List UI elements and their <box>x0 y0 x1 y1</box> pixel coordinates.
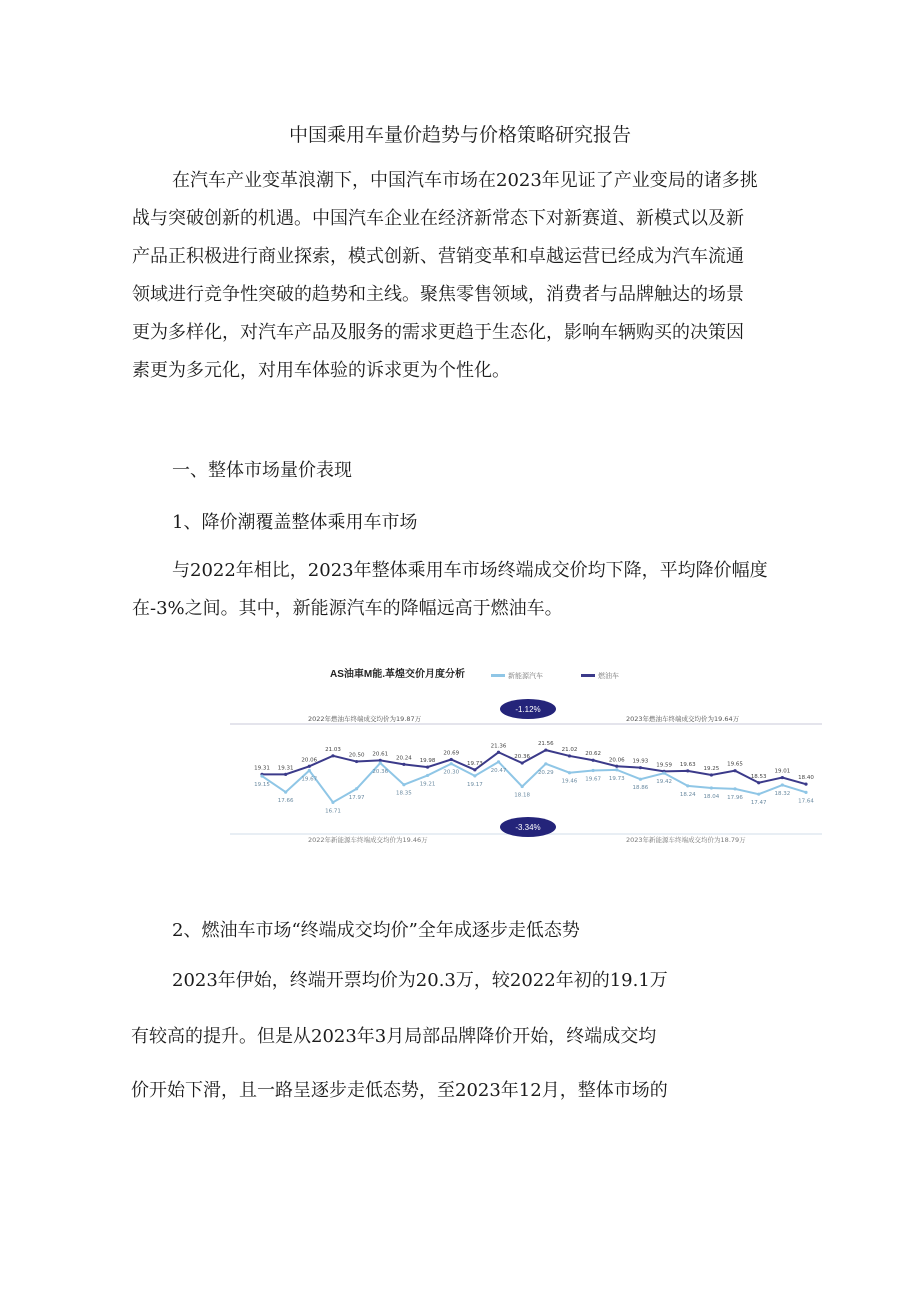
ice-data-label: 20.50 <box>348 752 365 759</box>
ice-data-label: 21.56 <box>537 741 554 748</box>
ice-data-point <box>284 773 287 776</box>
nev-data-label: 20.47 <box>490 767 507 774</box>
nev-data-point <box>592 769 595 772</box>
page-title: 中国乘用车量价趋势与价格策略研究报告 <box>288 124 631 146</box>
nev-data-label: 19.73 <box>608 775 625 782</box>
ice-data-point <box>402 763 405 766</box>
nev-data-point <box>497 760 500 763</box>
nev-data-point <box>308 769 311 772</box>
ice-data-label: 21.36 <box>490 743 507 750</box>
chart-title: AS油車M能.革煌交价月度分析 <box>330 669 465 680</box>
legend-swatch-ice <box>581 674 595 677</box>
ice-data-label: 20.06 <box>608 757 625 764</box>
nev-2022-annotation: 2022年新能源车终端成交均价为19.46万 <box>308 836 428 844</box>
intro-line: 在汽车产业变革浪潮下，中国汽车市场在2023年见证了产业变局的诸多挑 <box>172 170 758 191</box>
ice-2023-annotation: 2023年燃油车终端成交均价为19.64万 <box>626 715 740 723</box>
ice-data-label: 19.98 <box>419 758 436 765</box>
ice-data-point <box>544 749 547 752</box>
legend-swatch-nev <box>491 674 505 677</box>
nev-data-label: 20.36 <box>372 769 389 776</box>
ice-data-label: 20.24 <box>396 755 412 762</box>
ice-2022-annotation: 2022年燃油车终端成交均价为19.87万 <box>308 715 422 723</box>
nev-data-point <box>426 774 429 777</box>
ice-data-point <box>426 766 429 769</box>
ice-data-point <box>781 776 784 779</box>
ice-data-label: 18.40 <box>798 775 814 782</box>
intro-line: 产品正积极进行商业探索，模式创新、营销变革和卓越运营已经成为汽车流通 <box>132 246 744 267</box>
nev-data-label: 18.86 <box>632 785 649 792</box>
para-line: 价开始下滑，且一路呈逐步走低态势，至2023年12月，整体市场的 <box>131 1080 668 1101</box>
ice-data-label: 19.25 <box>703 766 720 772</box>
ice-data-point <box>355 760 358 763</box>
ice-data-label: 20.61 <box>372 751 389 758</box>
nev-data-point <box>544 762 547 765</box>
para-line: 在-3%之间。其中，新能源汽车的降幅远高于燃油车。 <box>132 598 563 619</box>
nev-data-point <box>757 793 760 796</box>
nev-data-label: 18.24 <box>679 791 696 798</box>
price-trend-chart <box>226 662 826 852</box>
nev-data-label: 19.17 <box>466 781 483 788</box>
ice-data-label: 19.93 <box>632 758 649 765</box>
ice-data-label: 19.63 <box>679 761 696 768</box>
nev-data-point <box>733 787 736 790</box>
nev-data-label: 19.67 <box>301 776 318 783</box>
nev-data-label: 17.66 <box>277 798 294 805</box>
legend-label-nev: 新能源汽车 <box>508 672 543 680</box>
nev-data-point <box>355 787 358 790</box>
para-line: 2023年伊始，终端开票均价为20.3万，较2022年初的19.1万 <box>172 970 668 991</box>
nev-data-point <box>260 774 263 777</box>
ice-data-point <box>757 781 760 784</box>
ice-data-point <box>450 758 453 761</box>
ice-data-point <box>497 751 500 754</box>
nev-data-point <box>450 762 453 765</box>
ice-data-label: 19.31 <box>277 765 294 772</box>
nev-data-point <box>662 772 665 775</box>
ice-data-point <box>733 769 736 772</box>
ice-data-label: 19.31 <box>254 765 270 772</box>
nev-data-point <box>402 783 405 786</box>
price-drop-paragraph <box>132 552 772 628</box>
intro-line: 领域进行竞争性突破的趋势和主线。聚焦零售领域，消费者与品牌触达的场景 <box>132 284 744 305</box>
ice-data-label: 18.53 <box>750 773 767 780</box>
nev-change-label: -3.34% <box>515 823 541 832</box>
nev-data-label: 19.46 <box>561 778 578 785</box>
ice-data-label: 19.59 <box>656 762 672 769</box>
nev-data-label: 17.97 <box>348 794 365 801</box>
subsection-heading: 1、降价潮覆盖整体乘用车市场 <box>172 512 418 533</box>
nev-data-point <box>639 778 642 781</box>
series-layer <box>254 741 814 814</box>
para-line: 与2022年相比，2023年整体乘用车市场终端成交价均下降，平均降价幅度 <box>172 560 768 581</box>
nev-data-label: 19.15 <box>254 782 270 789</box>
intro-line: 更为多样化，对汽车产品及服务的需求更趋于生态化，影响车辆购买的决策因 <box>132 322 744 343</box>
legend-label-ice: 燃油车 <box>598 672 619 680</box>
nev-data-point <box>781 783 784 786</box>
nev-data-label: 19.21 <box>419 781 436 788</box>
ice-data-point <box>592 759 595 762</box>
nev-data-label: 18.04 <box>703 794 720 801</box>
intro-line: 素更为多元化，对用车体验的诉求更为个性化。 <box>132 360 510 381</box>
ice-data-label: 19.65 <box>727 761 743 768</box>
nev-data-point <box>804 791 807 794</box>
ice-data-label: 21.03 <box>325 746 341 753</box>
nev-data-label: 20.30 <box>443 769 460 776</box>
ice-data-point <box>804 783 807 786</box>
ice-data-point <box>331 754 334 757</box>
nev-data-label: 19.42 <box>656 779 672 786</box>
nev-data-point <box>379 761 382 764</box>
nev-data-point <box>521 785 524 788</box>
nev-data-point <box>568 771 571 774</box>
nev-data-label: 17.47 <box>750 800 767 807</box>
nev-data-point <box>686 784 689 787</box>
intro-line: 战与突破创新的机遇。中国汽车企业在经济新常态下对新赛道、新模式以及新 <box>132 208 744 229</box>
chart-svg <box>226 662 826 852</box>
ice-data-point <box>710 773 713 776</box>
ice-data-label: 20.62 <box>585 751 602 758</box>
ice-data-label: 19.01 <box>774 768 791 775</box>
ice-data-point <box>639 766 642 769</box>
nev-data-label: 20.29 <box>537 769 554 776</box>
nev-2023-annotation: 2023年新能源车终端成交均价为18.79万 <box>626 836 746 844</box>
nev-data-point <box>710 786 713 789</box>
nev-data-label: 18.18 <box>514 792 531 799</box>
ice-data-point <box>568 754 571 757</box>
ice-data-label: 20.36 <box>514 754 531 761</box>
ice-data-point <box>473 768 476 771</box>
ice-data-label: 21.02 <box>561 746 578 753</box>
intro-paragraph <box>132 162 772 390</box>
ice-data-point <box>686 769 689 772</box>
ice-data-point <box>521 761 524 764</box>
ice-data-label: 20.06 <box>301 757 318 764</box>
nev-data-label: 18.32 <box>774 791 791 798</box>
nev-data-point <box>615 768 618 771</box>
para-line: 有较高的提升。但是从2023年3月局部品牌降价开始，终端成交均 <box>131 1026 657 1047</box>
ice-data-point <box>615 765 618 768</box>
ice-change-label: -1.12% <box>515 705 541 714</box>
nev-data-label: 19.67 <box>585 776 602 783</box>
nev-data-point <box>331 801 334 804</box>
nev-data-point <box>284 791 287 794</box>
ice-data-label: 20.69 <box>443 750 460 757</box>
nev-data-point <box>473 774 476 777</box>
ice-series-line <box>262 750 806 784</box>
ice-data-point <box>308 765 311 768</box>
nev-data-label: 18.35 <box>396 790 412 797</box>
ice-data-label: 19.73 <box>466 760 483 767</box>
nev-data-label: 16.71 <box>325 808 341 815</box>
subsection-heading: 2、燃油车市场“终端成交均价”全年成逐步走低态势 <box>172 920 580 941</box>
nev-data-label: 17.64 <box>798 798 814 805</box>
section-heading: 一、整体市场量价表现 <box>172 460 352 481</box>
nev-data-label: 17.96 <box>727 794 743 801</box>
